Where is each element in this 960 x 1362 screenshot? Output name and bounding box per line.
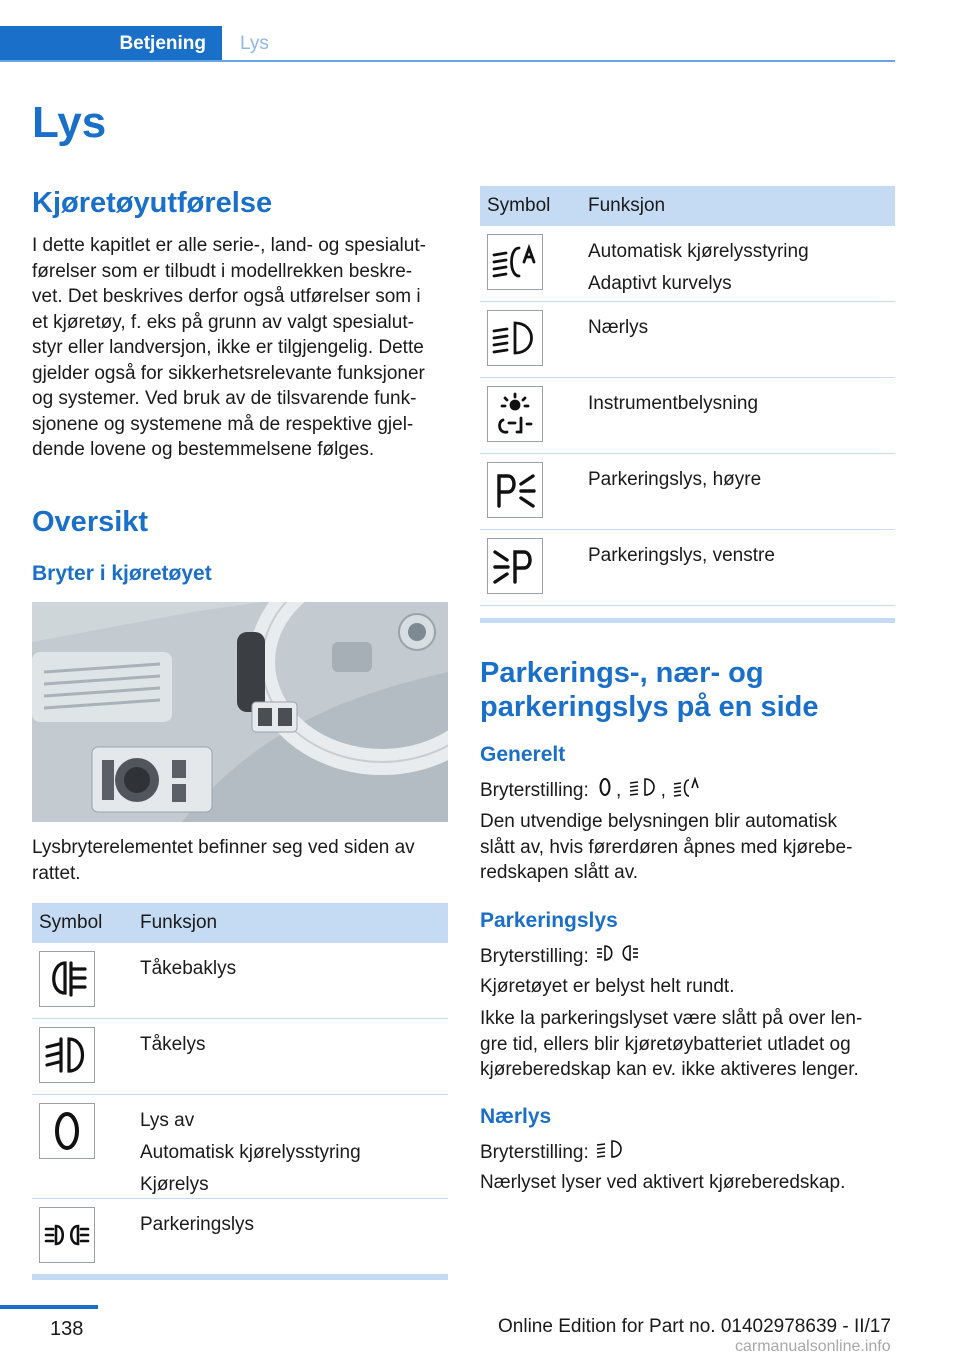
heading-line: parkeringslys på en side <box>480 691 819 723</box>
separator: , <box>616 779 622 801</box>
text-line: Ikke la parkeringslyset være slått på over len‐ <box>480 1008 863 1029</box>
section-title-kjoretoyutforelse: Kjøretøyutførelse <box>32 187 273 219</box>
table-row <box>32 1199 448 1275</box>
text-line: vet. Det beskrives derfor også utførelser som i <box>32 286 421 307</box>
front-fog-light-icon <box>39 1027 95 1083</box>
footer-bar <box>0 1305 98 1309</box>
function-text: Parkeringslys, høyre <box>588 469 762 490</box>
generelt-paragraph <box>480 809 900 886</box>
column-header-symbol: Symbol <box>39 912 103 933</box>
function-text: Tåkebaklys <box>140 958 237 979</box>
symbol-table-right <box>480 186 895 623</box>
instrument-lighting-icon <box>487 386 543 442</box>
text-line: førelser som er tilbudt i modellrekken beskre‐ <box>32 260 413 282</box>
text-line: redskapen slått av. <box>480 862 639 883</box>
switch-position-line <box>480 776 900 806</box>
function-text: Tåkelys <box>140 1034 206 1055</box>
parking-lights-icon <box>39 1207 95 1263</box>
low-beam-icon <box>596 1138 626 1168</box>
function-text: Parkeringslys <box>140 1214 255 1235</box>
parking-light-right-icon <box>487 462 543 518</box>
text-line: I dette kapitlet er alle serie-, land- og spesialut‐ <box>32 235 426 256</box>
text-line: Den utvendige belysningen blir automatisk <box>480 811 837 832</box>
table-row <box>480 530 895 606</box>
parkeringslys-line1: Kjøretøyet er belyst helt rundt. <box>480 976 735 997</box>
parkeringslys-paragraph <box>480 1006 900 1083</box>
column-header-symbol: Symbol <box>487 195 551 216</box>
text-line: et kjøretøy, f. eks på grunn av valgt spesialut‐ <box>32 311 414 333</box>
function-text: Instrumentbelysning <box>588 393 759 414</box>
text-line: styr eller landversjon, ikke er tilgjengelig. Dette <box>32 337 424 358</box>
section-title-parkeringslys-en-side <box>480 656 818 724</box>
lights-off-icon <box>596 776 614 806</box>
subsection-title-bryter: Bryter i kjøretøyet <box>32 562 212 585</box>
auto-headlight-icon <box>673 776 703 806</box>
function-text: Parkeringslys, venstre <box>588 545 775 566</box>
table-header <box>480 186 895 226</box>
subsection-title-parkeringslys: Parkeringslys <box>480 909 618 932</box>
parking-lights-icon <box>596 942 644 972</box>
subsection-title-naerlys: Nærlys <box>480 1105 552 1128</box>
function-text: Nærlys <box>588 317 649 338</box>
tab-label: Lys <box>240 33 269 54</box>
text-line: gjelder også for sikkerhetsrelevante funksjoner <box>32 362 425 384</box>
photo-caption <box>32 835 452 886</box>
light-switch-photo <box>32 602 448 822</box>
function-text: Adaptivt kurvelys <box>588 273 732 294</box>
column-header-function: Funksjon <box>140 912 218 933</box>
text-line: slått av, hvis førerdøren åpnes med kjørebe‐ <box>480 836 853 858</box>
header-divider <box>0 60 895 62</box>
table-row <box>32 943 448 1019</box>
function-text: Lys av <box>140 1110 195 1131</box>
table-end-bar <box>32 1275 448 1280</box>
intro-paragraph <box>32 233 452 463</box>
switch-label: Bryterstilling: <box>480 779 589 801</box>
edition-text: Online Edition for Part no. 01402978639 - II/17 <box>498 1316 891 1337</box>
switch-position-line <box>480 1138 900 1168</box>
function-text: Kjørelys <box>140 1174 209 1195</box>
text-line: sjonene og systemene må de respektive gjel‐ <box>32 413 414 435</box>
tab-label: Betjening <box>119 33 206 54</box>
switch-position-line <box>480 942 900 972</box>
tab-betjening[interactable] <box>0 26 222 62</box>
separator: , <box>660 779 666 801</box>
table-row <box>480 226 895 302</box>
table-row <box>32 1095 448 1199</box>
table-row <box>480 454 895 530</box>
function-text: Automatisk kjørelysstyring <box>140 1142 361 1163</box>
text-line: kjøreberedskap kan ev. ikke aktiveres lenger. <box>480 1059 859 1080</box>
tab-lys[interactable] <box>240 26 269 62</box>
column-header-function: Funksjon <box>588 195 666 216</box>
function-text: Automatisk kjørelysstyring <box>588 241 809 262</box>
table-header <box>32 903 448 943</box>
page-title: Lys <box>32 98 107 147</box>
table-end-bar <box>480 618 895 623</box>
text-line: dende lovene og bestemmelsene følges. <box>32 439 375 460</box>
heading-line: Parkerings-, nær- og <box>480 657 764 689</box>
text-line: og systemer. Ved bruk av de tilsvarende funk‐ <box>32 388 417 409</box>
text-line: gre tid, ellers blir kjøretøybatteriet utladet og <box>480 1033 851 1055</box>
switch-label: Bryterstilling: <box>480 945 589 967</box>
table-row <box>32 1019 448 1095</box>
lights-off-icon <box>39 1103 95 1159</box>
text-line: Lysbryterelementet befinner seg ved siden av <box>32 837 415 858</box>
section-title-oversikt: Oversikt <box>32 506 149 538</box>
auto-headlight-icon <box>487 234 543 290</box>
table-row <box>480 302 895 378</box>
watermark: carmanualsonline.info <box>735 1338 891 1355</box>
parking-lights-icon <box>629 776 659 806</box>
table-row <box>480 378 895 454</box>
rear-fog-light-icon <box>39 951 95 1007</box>
symbol-table-left <box>32 903 448 1280</box>
low-beam-icon <box>487 310 543 366</box>
text-line: rattet. <box>32 862 81 884</box>
page-number: 138 <box>50 1318 84 1340</box>
naerlys-line1: Nærlyset lyser ved aktivert kjøreberedskap. <box>480 1172 846 1193</box>
subsection-title-generelt: Generelt <box>480 743 566 766</box>
switch-label: Bryterstilling: <box>480 1141 589 1163</box>
parking-light-left-icon <box>487 538 543 594</box>
